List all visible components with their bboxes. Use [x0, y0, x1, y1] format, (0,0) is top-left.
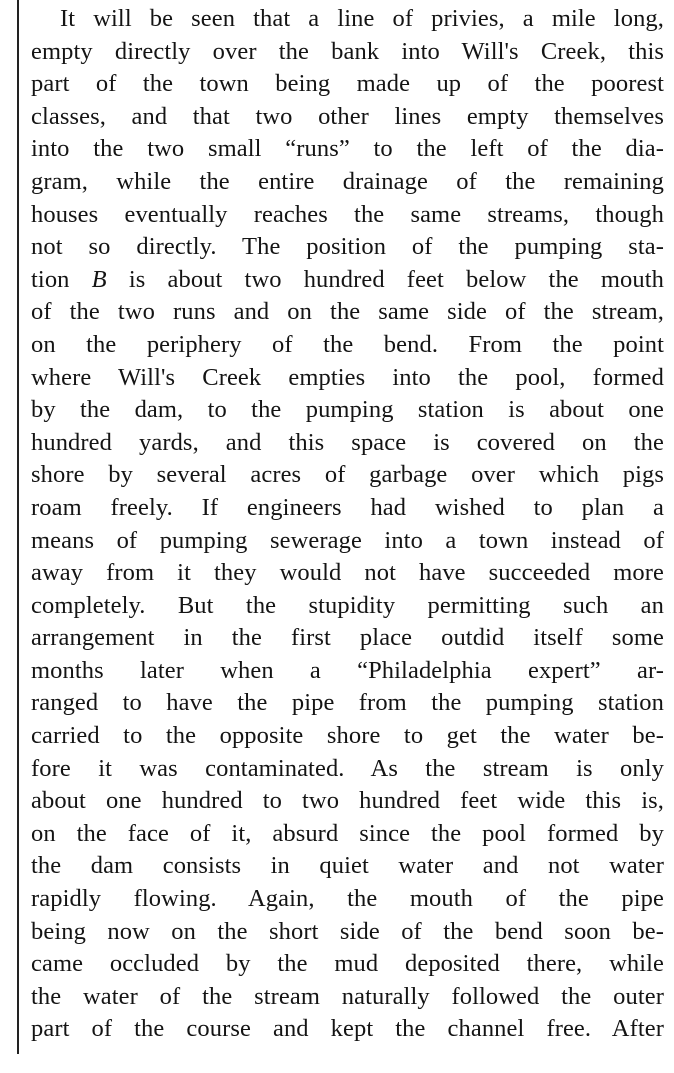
body-paragraph [31, 3, 664, 1046]
text-line: classes, and that two other lines empty themselves [31, 102, 664, 130]
text-line: part of the course and kept the channel free. After [31, 1015, 664, 1043]
text-line: arrangement in the first place outdid itself some [31, 624, 664, 652]
text-line: came occluded by the mud deposited there, while [31, 950, 664, 978]
text-line: roam freely. If engineers had wished to plan a [31, 493, 664, 521]
text-line: by the dam, to the pumping station is about one [31, 396, 664, 424]
text-line: fore it was contaminated. As the stream is only [31, 754, 664, 782]
text-line: carried to the opposite shore to get the water be- [31, 722, 664, 750]
text-line: into the two small “runs” to the left of the dia- [31, 135, 664, 163]
text-line: on the periphery of the bend. From the point [31, 330, 664, 358]
text-line: empty directly over the bank into Will's Creek, this [31, 37, 664, 65]
text-line: about one hundred to two hundred feet wide this is, [31, 787, 664, 815]
text-line: ranged to have the pipe from the pumping station [31, 689, 664, 717]
text-line: the dam consists in quiet water and not water [31, 852, 664, 880]
text-line: means of pumping sewerage into a town instead of [31, 526, 664, 554]
column-rule [17, 0, 19, 1054]
text-line: part of the town being made up of the poorest [31, 70, 664, 98]
text-segment: tion [31, 265, 92, 293]
text-line: the water of the stream naturally followed the outer [31, 982, 664, 1010]
text-line: shore by several acres of garbage over which pigs [31, 461, 664, 489]
text-line: hundred yards, and this space is covered on the [31, 428, 664, 456]
text-line: where Will's Creek empties into the pool, formed [31, 363, 664, 391]
text-line: It will be seen that a line of privies, a mile long, [60, 5, 664, 32]
text-line: not so directly. The position of the pumping sta- [31, 233, 664, 261]
text-line: months later when a “Philadelphia expert” ar- [31, 656, 664, 684]
text-line: on the face of it, absurd since the pool formed by [31, 819, 664, 847]
text-line: gram, while the entire drainage of the remaining [31, 167, 664, 195]
text-line: completely. But the stupidity permitting such an [31, 591, 664, 619]
text-line [31, 264, 664, 297]
text-line: of the two runs and on the same side of the stream, [31, 298, 664, 326]
text-segment: is about two hundred feet below the mouth [106, 265, 664, 293]
text-line: houses eventually reaches the same streams, though [31, 200, 664, 228]
text-line: away from it they would not have succeeded more [31, 559, 664, 587]
station-label-b: B [91, 265, 107, 293]
text-line: rapidly flowing. Again, the mouth of the pipe [31, 885, 664, 913]
text-line: being now on the short side of the bend soon be- [31, 917, 664, 945]
